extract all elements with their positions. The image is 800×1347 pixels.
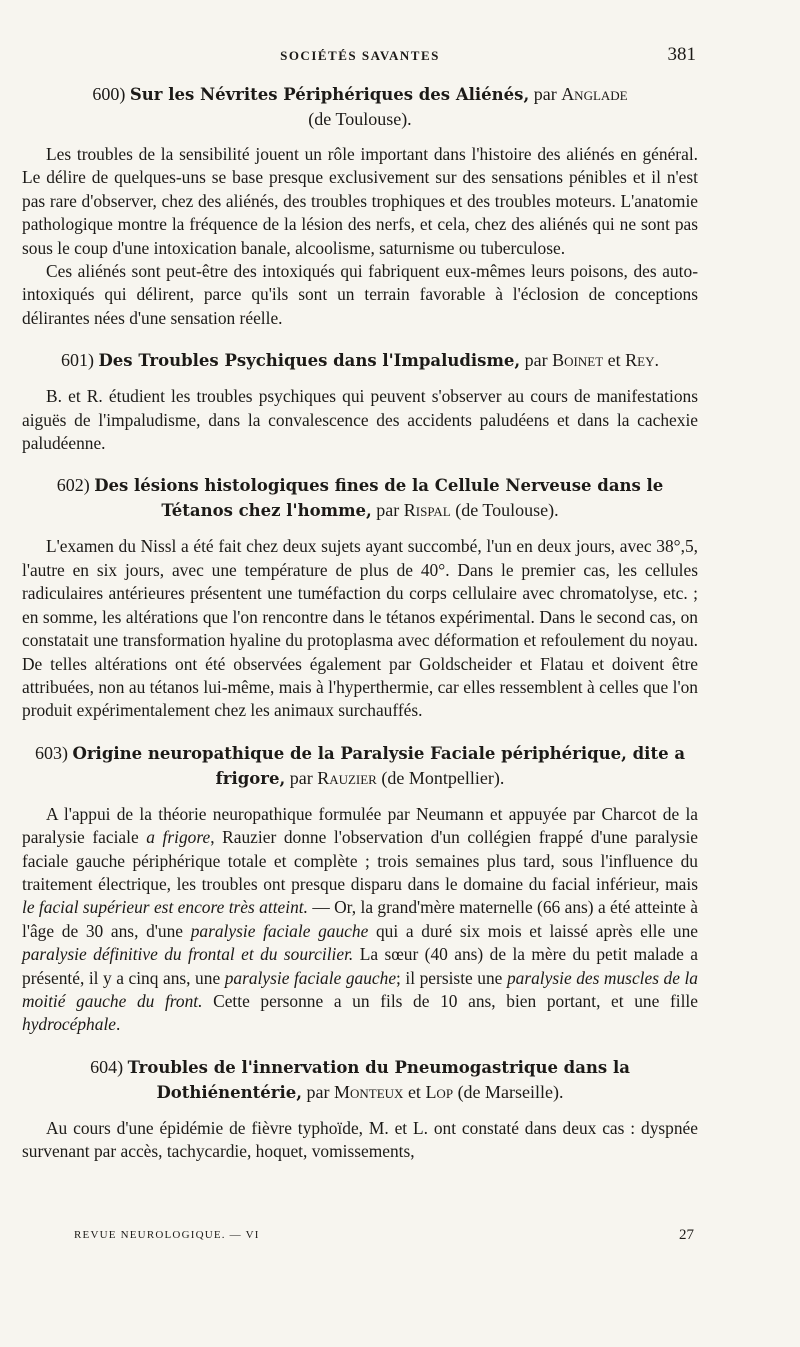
article-content	[22, 82, 698, 1182]
section-title: Des lésions histologiques fines de la Cellule Nerveuse dans le Tétanos chez l'homme,	[94, 476, 664, 521]
author-name: Rispal	[403, 500, 451, 521]
author-name: Monteux	[333, 1081, 404, 1102]
author-affiliation: (de Marseille).	[457, 1081, 564, 1102]
section-title: Origine neuropathique de la Paralysie Faciale périphérique, dite a frigore,	[72, 743, 686, 788]
section-604	[22, 1055, 698, 1164]
paragraph: Au cours d'une épidémie de fièvre typhoïde, M. et L. ont constaté dans deux cas : dyspnée survenant par accès, tachycardie, hoquet, vomissements,	[22, 1117, 698, 1162]
running-title: SOCIÉTÉS SAVANTES	[280, 48, 440, 63]
author-name: Boinet	[552, 350, 604, 371]
page-header	[22, 40, 698, 70]
author-name: Rey.	[625, 350, 659, 371]
paragraph: A l'appui de la théorie neuropathique formulée par Neumann et appuyée par Charcot de la paralysie faciale a frigore, Rauzier donne l'observation d'un collégien frappé d'une paralysie faciale gauche périphérique totale et complète ; trois semaines plus tard, sous l'influence du traitement électrique, les troubles ont presque disparu dans le domaine du facial inférieur, mais le facial supérieur est encore très atteint. — Or, la grand'mère maternelle (66 ans) a été atteinte à l'âge de 30 ans, d'une paralysie faciale gauche qui a duré six mois et laissé après elle une paralysie définitive du frontal et du sourcilier. La sœur (40 ans) de la mère du petit malade a présenté, il y a cinq ans, une paralysie faciale gauche; il persiste une paralysie des muscles de la moitié gauche du front. Cette personne a un fils de 10 ans, bien portant, et une fille hydrocéphale.	[22, 803, 699, 1035]
section-602	[22, 473, 698, 722]
section-heading: 602) Des lésions histologiques fines de la Cellule Nerveuse dans le Tétanos chez l'homme, par Rispal (de Toulouse).	[56, 475, 664, 521]
author-affiliation: (de Toulouse).	[455, 500, 559, 521]
author-affiliation: (de Toulouse).	[308, 109, 412, 129]
author-name: Anglade	[561, 84, 628, 104]
section-heading: 604) Troubles de l'innervation du Pneumogastrique dans la Dothiénentérie, par Monteux et Lop (de Marseille).	[90, 1056, 630, 1102]
section-title: Troubles de l'innervation du Pneumogastrique dans la Dothiénentérie,	[127, 1057, 630, 1102]
section-heading: 603) Origine neuropathique de la Paralysie Faciale périphérique, dite a frigore, par Rauzier (de Montpellier).	[34, 742, 686, 788]
section-heading: 601) Des Troubles Psychiques dans l'Impaludisme, par Boinet et Rey.	[61, 350, 659, 371]
document-page	[22, 0, 698, 1347]
section-title: Sur les Névrites Périphériques des Aliénés,	[129, 85, 530, 104]
section-601	[22, 348, 698, 455]
author-name: Lop	[425, 1081, 454, 1102]
section-600	[22, 82, 698, 330]
paragraph: Ces aliénés sont peut-être des intoxiqués qui fabriquent eux-mêmes leurs poisons, des auto-intoxiqués qui délirent, parce qu'ils sont un terrain favorable à l'éclosion de conceptions délirantes nées d'une sensation réelle.	[22, 261, 698, 328]
page-footer	[74, 1227, 694, 1247]
paragraph: L'examen du Nissl a été fait chez deux sujets ayant succombé, l'un en deux jours, avec 38°,5, l'autre en six jours, avec une température de plus de 40°. Dans le premier cas, les cellules radiculaires antérieures présentent une tuméfaction du corps cellulaire avec chromatolyse, etc. ; en somme, les altérations que l'on rencontre dans le tétanos expérimental. Dans le second cas, on constatait une transformation hyaline du protoplasma avec déformation et refoulement du noyau. De telles altérations ont été observées également par Goldscheider et Flatau et doivent être attribuées, non au tétanos lui-même, mais à l'hyperthermie, car elles ressemblent à celles que l'on produit expérimentalement chez les animaux surchauffés.	[22, 536, 698, 721]
section-heading: 600) Sur les Névrites Périphériques des Aliénés, par Anglade (de Toulouse).	[92, 84, 628, 129]
section-603	[22, 741, 698, 1037]
signature-number: 27	[679, 1227, 694, 1243]
page-number: 381	[667, 44, 696, 65]
journal-signature: REVUE NEUROLOGIQUE. — VI	[74, 1229, 260, 1241]
author-affiliation: (de Montpellier).	[381, 767, 505, 788]
author-name: Rauzier	[317, 767, 377, 788]
paragraph: Les troubles de la sensibilité jouent un rôle important dans l'histoire des aliénés en général. Le délire de quelques-uns se base presque exclusivement sur des sensations pénibles et il n'est pas rare d'observer, chez des aliénés, des troubles trophiques et des troubles moteurs. L'anatomie pathologique montre la fréquence de la lésion des nerfs, et cela, chez des aliénés qui ne sont pas sous le coup d'une intoxication banale, alcoolisme, saturnisme ou tuberculose.	[22, 144, 698, 258]
paragraph: B. et R. étudient les troubles psychiques qui peuvent s'observer au cours de manifestations aiguës de l'impaludisme, dans la convalescence des accidents paludéens et dans la cachexie paludéenne.	[22, 386, 698, 454]
section-title: Des Troubles Psychiques dans l'Impaludisme,	[98, 351, 521, 371]
